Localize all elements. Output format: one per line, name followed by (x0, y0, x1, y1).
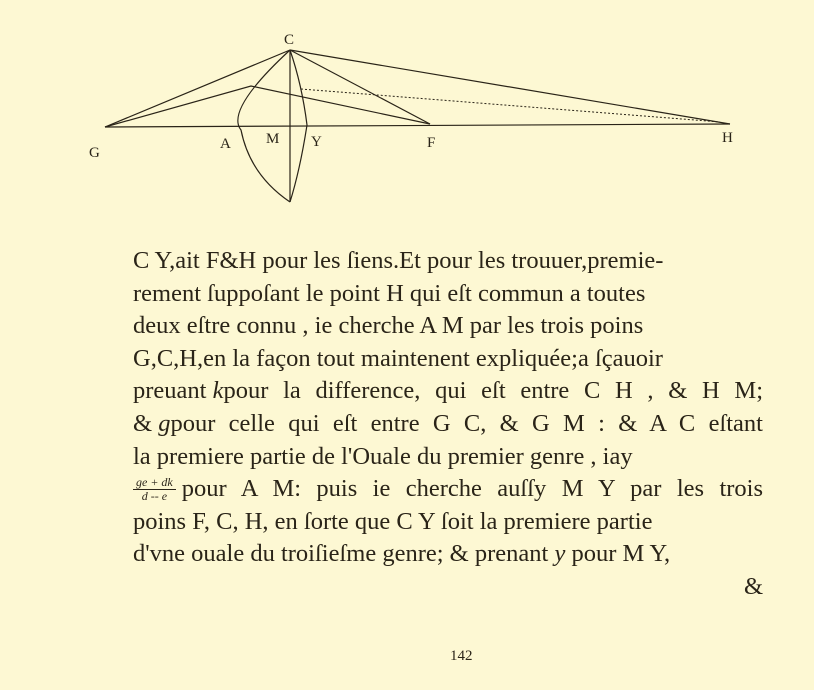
text-span: & (133, 409, 159, 437)
text-span: la premiere partie de l'Ouale du premier genre , iay (133, 442, 633, 470)
text-line (133, 441, 763, 474)
italic-variable: k (212, 377, 224, 405)
text-span: poins F, C, H, en ſorte que C Y ſoit la premiere partie (133, 507, 653, 535)
text-line (133, 506, 763, 539)
text-line (133, 343, 763, 376)
catchword: & (743, 572, 763, 600)
text-line (133, 375, 763, 408)
label-Y: Y (311, 134, 322, 150)
body-text (133, 245, 763, 604)
page-number: 142 (450, 648, 473, 664)
text-span: C Y,ait F&H pour les ſiens.Et pour les trouuer,premie- (133, 247, 664, 274)
fraction-numerator: ge + dk (133, 476, 176, 490)
text-span: preuant (133, 377, 213, 405)
text-line (133, 245, 763, 278)
fraction (133, 476, 176, 503)
dotted-line (301, 89, 720, 122)
line-GH (105, 124, 730, 127)
text-span: deux eſtre connu , ie cherche A M par les trois poins (133, 312, 644, 340)
text-span: rement ſuppoſant le point H qui eſt commun a toutes (133, 279, 646, 307)
text-line (133, 571, 763, 604)
text-line (133, 473, 763, 506)
text-line (133, 310, 763, 343)
text-span: G,C,H,en la façon tout maintenent expliquée;a ſçauoir (133, 344, 663, 372)
text-span: d'vne ouale du troiſieſme genre; & prenant (133, 540, 555, 568)
label-A: A (220, 136, 231, 152)
text-span: pour celle qui eſt entre G C, & G M : & A C eſtant (170, 409, 763, 437)
text-span: pour A M: puis ie cherche auſſy M Y par les trois (181, 475, 763, 503)
label-C: C (284, 32, 295, 48)
line-CF (290, 50, 430, 124)
text-span: pour la difference, qui eſt entre C H , & H M; (223, 377, 763, 405)
fraction-denominator: d -- e (141, 488, 168, 503)
label-F: F (427, 135, 436, 151)
italic-variable: g (158, 409, 171, 437)
line-CH (290, 50, 730, 124)
text-line (133, 278, 763, 311)
geometric-figure (0, 0, 814, 230)
italic-variable: y (554, 540, 566, 568)
label-G: G (89, 145, 100, 161)
text-line (133, 538, 763, 571)
text-line (133, 408, 763, 441)
label-M: M (266, 131, 280, 147)
text-span: pour M Y, (565, 540, 671, 568)
label-H: H (722, 130, 733, 146)
